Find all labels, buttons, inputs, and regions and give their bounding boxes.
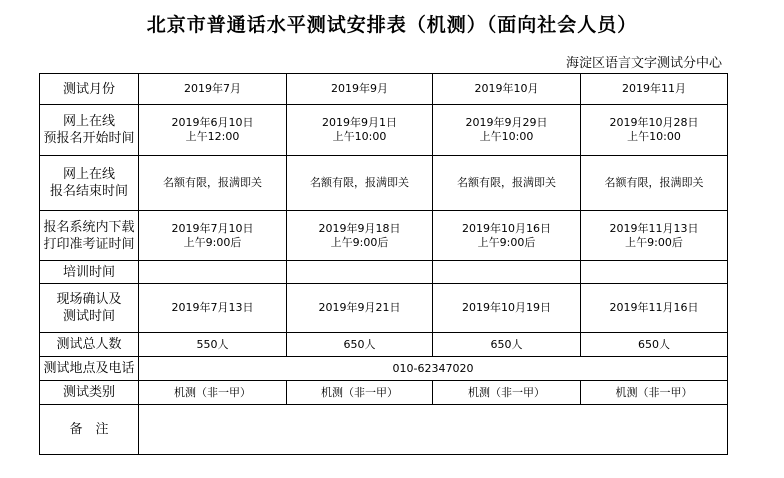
table-cell: 2019年10月19日: [433, 284, 581, 333]
cell-date: 2019年7月10日: [171, 221, 254, 235]
row-confirm-and-test: [40, 284, 728, 333]
row-label: [40, 105, 139, 156]
table-cell: [581, 105, 728, 156]
month-cell: 2019年9月: [287, 74, 433, 105]
row-label: 测试地点及电话: [40, 357, 139, 381]
table-cell: [433, 211, 581, 261]
table-cell: [139, 211, 287, 261]
table-cell: 650人: [581, 333, 728, 357]
row-month: [40, 74, 728, 105]
table-cell: [287, 211, 433, 261]
cell-date: 2019年9月18日: [318, 221, 401, 235]
row-label: 测试类别: [40, 381, 139, 405]
table-cell: 机测（非一甲）: [433, 381, 581, 405]
cell-time: 上午10:00: [627, 130, 681, 143]
table-cell: 名额有限，报满即关: [433, 156, 581, 211]
row-admission-ticket: [40, 211, 728, 261]
row-label-line: 打印准考证时间: [43, 236, 135, 252]
row-remark: [40, 405, 728, 455]
row-label-line: 网上在线: [62, 167, 115, 182]
cell-time: 上午9:00后: [477, 235, 536, 249]
row-label-line: 报名结束时间: [49, 184, 128, 199]
row-label-line: 测试时间: [62, 309, 115, 324]
table-cell: 名额有限，报满即关: [139, 156, 287, 211]
cell-date: 2019年10月28日: [609, 116, 699, 129]
table-cell: 名额有限，报满即关: [287, 156, 433, 211]
row-category: [40, 381, 728, 405]
table-cell: [139, 105, 287, 156]
table-cell: 650人: [433, 333, 581, 357]
row-label: 培训时间: [40, 261, 139, 284]
table-cell: 2019年7月13日: [139, 284, 287, 333]
table-cell: [139, 261, 287, 284]
table-cell: [287, 105, 433, 156]
row-label: 备 注: [40, 405, 139, 455]
table-cell: 550人: [139, 333, 287, 357]
row-location: [40, 357, 728, 381]
row-total: [40, 333, 728, 357]
table-cell: 机测（非一甲）: [139, 381, 287, 405]
table-cell: 2019年11月16日: [581, 284, 728, 333]
table-cell: [433, 261, 581, 284]
table-cell: 650人: [287, 333, 433, 357]
row-label-line: 报名系统内下载: [43, 219, 135, 235]
page-title: 北京市普通话水平测试安排表（机测）（面向社会人员）: [146, 14, 638, 36]
table-cell: 机测（非一甲）: [287, 381, 433, 405]
cell-date: 2019年9月1日: [322, 116, 397, 129]
row-training: [40, 261, 728, 284]
month-cell: 2019年11月: [581, 74, 728, 105]
row-label-line: 预报名开始时间: [43, 131, 135, 146]
table-cell: 名额有限，报满即关: [581, 156, 728, 211]
cell-time: 上午9:00后: [625, 235, 683, 249]
location-phone: 010-62347020: [139, 357, 728, 381]
cell-date: 2019年6月10日: [171, 116, 254, 129]
table-cell: 2019年9月21日: [287, 284, 433, 333]
row-registration-end: [40, 156, 728, 211]
month-cell: 2019年7月: [139, 74, 287, 105]
cell-date: 2019年9月29日: [465, 116, 548, 129]
remark-cell: [139, 405, 728, 455]
schedule-table: [39, 73, 728, 455]
row-label-line: 网上在线: [62, 114, 115, 129]
cell-date: 2019年11月13日: [609, 221, 699, 235]
issuer-label: 海淀区语言文字测试分中心: [565, 56, 722, 71]
cell-time: 上午10:00: [479, 130, 534, 143]
table-cell: [433, 105, 581, 156]
month-cell: 2019年10月: [433, 74, 581, 105]
row-label: [40, 156, 139, 211]
table-cell: 机测（非一甲）: [581, 381, 728, 405]
table-cell: [581, 211, 728, 261]
row-registration-start: [40, 105, 728, 156]
header-label: 测试月份: [40, 74, 139, 105]
table-cell: [287, 261, 433, 284]
row-label: [40, 211, 139, 261]
table-cell: [581, 261, 728, 284]
cell-date: 2019年10月16日: [462, 221, 551, 235]
cell-time: 上午12:00: [185, 130, 240, 143]
row-label-line: 现场确认及: [56, 292, 122, 307]
row-label: [40, 284, 139, 333]
cell-time: 上午9:00后: [183, 235, 242, 249]
cell-time: 上午10:00: [332, 130, 387, 143]
cell-time: 上午9:00后: [330, 235, 389, 249]
row-label: 测试总人数: [40, 333, 139, 357]
